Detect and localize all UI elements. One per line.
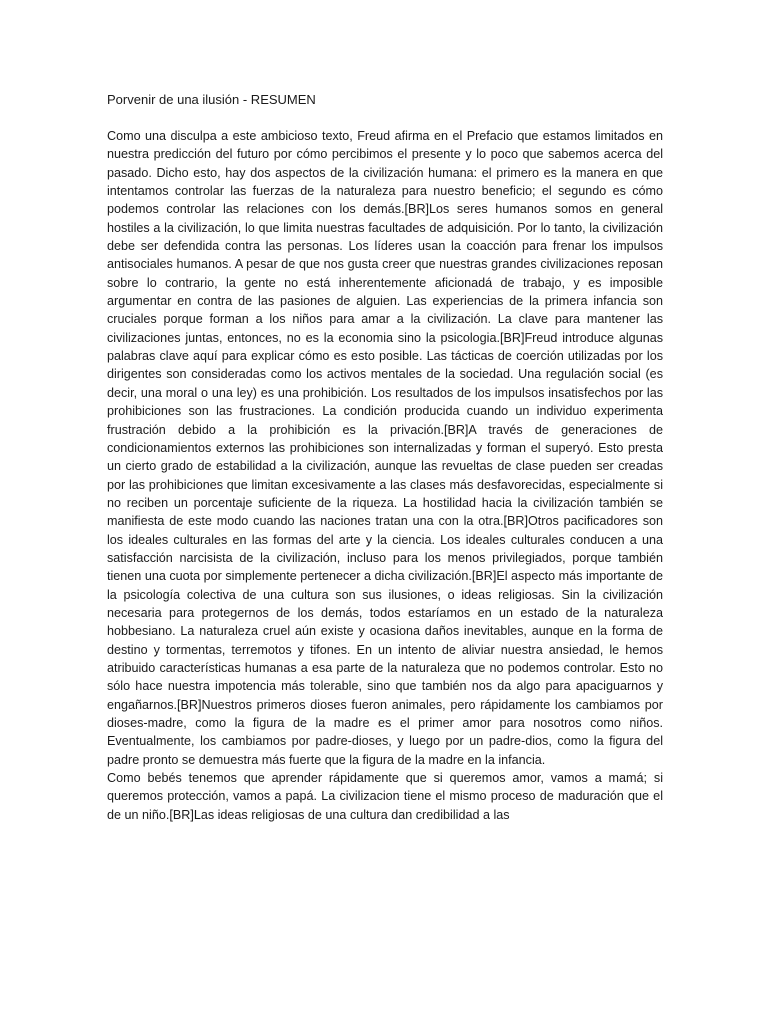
document-title: Porvenir de una ilusión - RESUMEN	[107, 92, 316, 107]
paragraph-2: Como bebés tenemos que aprender rápidamente que si queremos amor, vamos a mamá; si queremos protección, vamos a papá. La civilizacion tiene el mismo proceso de maduración que el de un niño.[BR]Las ideas religiosas de una cultura dan credibilidad a las	[107, 771, 663, 822]
document-body	[107, 127, 663, 824]
paragraph-1: Como una disculpa a este ambicioso texto, Freud afirma en el Prefacio que estamos limitados en nuestra predicción del futuro por cómo percibimos el presente y lo poco que sabemos acerca del pasado. Dicho esto, hay dos aspectos de la civilización humana: el primero es la manera en que intentamos controlar las fuerzas de la naturaleza para nuestro beneficio; el segundo es cómo podemos controlar las relaciones con los demás.[BR]Los seres humanos somos en general hostiles a la civilización, lo que limita nuestras facultades de adquisición. Por lo tanto, la civilización debe ser defendida contra las personas. Los líderes usan la coacción para frenar los impulsos antisociales humanos. A pesar de que nos gusta creer que nuestras grandes civilizaciones reposan sobre lo contrario, la gente no está inherentemente aficionadá de trabajo, y es imposible argumentar en contra de las pasiones de alguien. Las experiencias de la primera infancia son cruciales porque forman a los niños para amar a la civilización. La clave para mantener las civilizaciones juntas, entonces, no es la economia sino la psicologia.[BR]Freud introduce algunas palabras clave aquí para explicar cómo es esto posible. Las tácticas de coerción utilizadas por los dirigentes son consideradas como los activos mentales de la sociedad. Una regulación social (es decir, una moral o una ley) es una prohibición. Los resultados de los impulsos insatisfechos por las prohibiciones son las frustraciones. La condición producida cuando un individuo experimenta frustración debido a la prohibición es la privación.[BR]A través de generaciones de condicionamientos externos las prohibiciones son internalizadas y forman el superyó. Esto presta un cierto grado de estabilidad a la civilización, aunque las revueltas de clase pueden ser creadas por las prohibiciones que limitan excesivamente a las clases más desfavorecidas, especialmente si no reciben un porcentaje suficiente de la riqueza. La hostilidad hacia la civilización también se manifiesta de este modo cuando las naciones tratan una con la otra.[BR]Otros pacificadores son los ideales culturales en las formas del arte y la ciencia. Los ideales culturales conducen a una satisfacción narcisista de la civilización, incluso para los menos privilegiados, porque también tienen una cuota por simplemente pertenecer a dicha civilización.[BR]El aspecto más importante de la psicología colectiva de una cultura son sus ilusiones, o ideas religiosas. Sin la civilización necesaria para protegernos de los demás, todos estaríamos en un estado de la naturaleza hobbesiano. La naturaleza cruel aún existe y ocasiona daños inevitables, aunque en la forma de destino y tormentas, terremotos y tifones. En un intento de aliviar nuestra ansiedad, le hemos atribuido características humanas a esa parte de la naturaleza que no podemos controlar. Esto no sólo hace nuestra impotencia más tolerable, sino que también nos da algo para apaciguarnos y engañarnos.[BR]Nuestros primeros dioses fueron animales, pero rápidamente los cambiamos por dioses-madre, como la figura de la madre es el primer amor para nosotros como niños. Eventualmente, los cambiamos por padre-dioses, y luego por un padre-dios, como la figura del padre pronto se demuestra más fuerte que la figura de la madre en la infancia.	[107, 129, 663, 767]
